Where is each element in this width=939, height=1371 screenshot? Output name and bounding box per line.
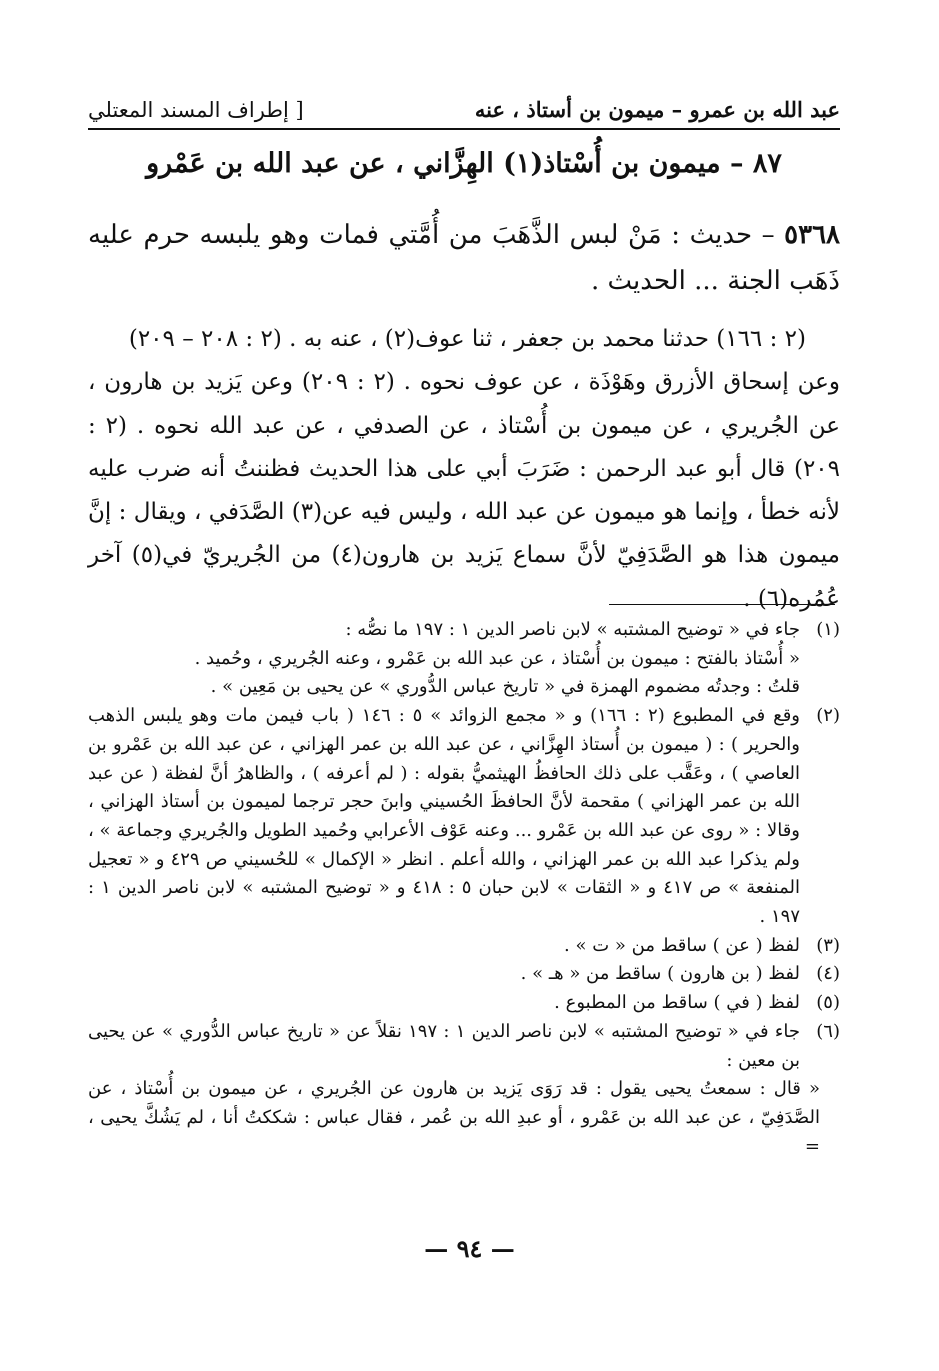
footnote-4 (88, 960, 840, 989)
footnote-2 (88, 702, 840, 932)
footnote-text: لفظ ( في ) ساقط من المطبوع . (554, 992, 800, 1014)
footnote-text: جاء في « توضيح المشتبه » لابن ناصر الدين ١ : ١٩٧ نقلاً عن « تاريخ عباس الدُّوري » عن يحيى بن معين : (88, 1020, 800, 1071)
footnote-number: (٦) (816, 1020, 840, 1042)
footnote-text: لفظ ( بن هارون ) ساقط من « هـ » . (520, 963, 800, 985)
hadith-number: ٥٣٦٨ (784, 220, 841, 250)
footnote-1 (88, 616, 840, 645)
isnad-paragraph-1: (٢ : ١٦٦) حدثنا محمد بن جعفر ، ثنا عوف(٢) ، عنه به . (٢ : ٢٠٨ – ٢٠٩) (128, 326, 806, 352)
header-book-title: [ إطراف المسند المعتلي (88, 98, 304, 122)
footnote-number: (٢) (816, 705, 840, 727)
footnote-3 (88, 932, 840, 961)
footnotes (88, 616, 840, 1161)
footnote-number: (٣) (816, 934, 840, 956)
footnote-quote: قلتُ : وجدتُه مضموم الهمزة في « تاريخ عباس الدُّوري » عن يحيى بن مَعِين » . (210, 676, 800, 698)
hadith-text: – حديث : مَنْ لبس الذَّهَبَ من أُمَّتي فمات وهو يلبسه حرم عليه ذَهَب الجنة ... الحديث . (88, 220, 840, 296)
footnote-6 (88, 1018, 840, 1075)
footnote-text: وقع في المطبوع (٢ : ١٦٦) و « مجمع الزوائد » ٥ : ١٤٦ ( باب فيمن مات وهو يلبس الذهب والحرير ) : ( ميمون بن أُستاذ الهِزَّاني ، عن عبد الله بن عمر الهزاني ، عن عبد الله بن عَمْرو بن العاصي ) ، وعَقَّب على ذلك الحافظُ الهيثميُّ بقوله : ( لم أعرفه ) ، والظاهرُ أنَّ لفظة ( عن عبد الله بن عمر الهزاني ) مقحمة لأنَّ الحافظَ الحُسيني وابنَ حجر ترجما لميمون بن أستاذ الهزاني ، وقالا : « روى عن عبد الله بن عَمْرو ... وعنه عَوْف الأعرابي وحُميد الطويل والجُريري وجماعة » ، ولم يذكرا عبد الله بن عمر الهزاني ، والله أعلم . انظر « الإكمال » للحُسيني ص ٤٢٩ و « تعجيل المنفعة » ص ٤١٧ و « الثقات » لابن حبان ٥ : ٤١٨ و « توضيح المشتبه » لابن ناصر الدين ١ : ١٩٧ . (88, 705, 801, 928)
footnote-5 (88, 989, 840, 1018)
footnote-number: (٤) (816, 963, 840, 985)
isnad-text (88, 318, 840, 621)
header-chapter: عبد الله بن عمرو – ميمون بن أستاذ ، عنه (474, 97, 840, 122)
footnote-separator (609, 604, 835, 605)
footnote-quote: « أُسْتاذ بالفتح : ميمون بن أُسْتاذ ، عن عبد الله بن عَمْرو ، وعنه الجُريري ، وحُميد . (194, 647, 800, 669)
footnote-number: (٥) (816, 992, 840, 1014)
running-header (88, 82, 840, 130)
isnad-paragraph-2: وعن إسحاق الأزرق وهَوْذَة ، عن عوف نحوه . (٢ : ٢٠٩) وعن يَزيد بن هارون ، عن الجُريري ، عن ميمون بن أُسْتاذ ، عن الصدفي ، عن عبد الله نحوه . (٢ : ٢٠٩) قال أبو عبد الرحمن : ضَرَبَ أبي على هذا الحديث فظننتُ أنه ضرب عليه لأنه خطأ ، وإنما هو ميمون عن عبد الله ، وليس فيه عن(٣) الصَّدَفي ، ويقال : إنَّ ميمون هذا هو الصَّدَفِيّ لأنَّ سماع يَزيد بن هارون(٤) من الجُريريّ في(٥) آخر عُمُره(٦) . (88, 369, 841, 612)
page-number: — ٩٤ — (424, 1234, 515, 1263)
hadith-entry (88, 212, 840, 304)
chapter-title: ٨٧ – ميمون بن أُسْتاذ(١) الهِزَّاني ، عن عبد الله بن عَمْرو (146, 148, 782, 179)
footnote-quote: « قال : سمعتُ يحيى يقول : قد رَوَى يَزيد بن هارون عن الجُريري ، عن ميمون بن أُسْتاذ ، عن الصَّدَفِيّ ، عن عبد الله بن عَمْرو ، أو عبدِ الله بن عُمر ، فقال عباس : شككتُ أنا ، لم يَشُكَّ يحيى ، = (88, 1078, 820, 1157)
footnote-text: لفظ ( عن ) ساقط من « ت » . (564, 934, 800, 956)
footnote-text: جاء في « توضيح المشتبه » لابن ناصر الدين ١ : ١٩٧ ما نصُّه : (345, 619, 800, 640)
footnote-number: (١) (816, 619, 840, 640)
